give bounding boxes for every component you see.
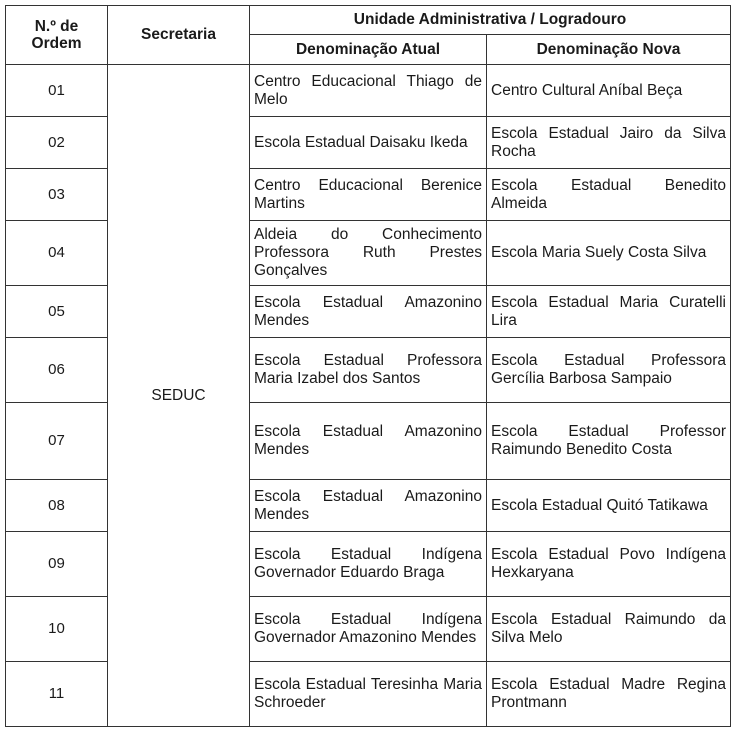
denominacao-nova: Escola Estadual Maria Curatelli Lira bbox=[487, 286, 731, 338]
row-number: 07 bbox=[6, 403, 108, 480]
row-number: 05 bbox=[6, 286, 108, 338]
row-number: 04 bbox=[6, 221, 108, 286]
table-row bbox=[6, 65, 731, 117]
row-number: 02 bbox=[6, 117, 108, 169]
header-denominacao-nova: Denominação Nova bbox=[487, 35, 731, 65]
row-number: 11 bbox=[6, 662, 108, 727]
secretaria-cell: SEDUC bbox=[108, 65, 250, 727]
denominacao-atual: Escola Estadual Amazonino Mendes bbox=[250, 480, 487, 532]
denominacao-nova: Escola Estadual Jairo da Silva Rocha bbox=[487, 117, 731, 169]
header-denominacao-atual: Denominação Atual bbox=[250, 35, 487, 65]
row-number: 08 bbox=[6, 480, 108, 532]
row-number: 09 bbox=[6, 532, 108, 597]
denominations-table bbox=[5, 5, 731, 727]
header-unidade: Unidade Administrativa / Logradouro bbox=[250, 6, 731, 35]
header-ordem: N.º de Ordem bbox=[6, 6, 108, 65]
denominacao-atual: Centro Educacional Berenice Martins bbox=[250, 169, 487, 221]
row-number: 06 bbox=[6, 338, 108, 403]
denominacao-nova: Escola Estadual Povo Indígena Hexkaryana bbox=[487, 532, 731, 597]
denominacao-nova: Centro Cultural Aníbal Beça bbox=[487, 65, 731, 117]
denominacao-nova: Escola Estadual Benedito Almeida bbox=[487, 169, 731, 221]
denominacao-nova: Escola Estadual Professor Raimundo Benedito Costa bbox=[487, 403, 731, 480]
denominacao-nova: Escola Maria Suely Costa Silva bbox=[487, 221, 731, 286]
denominacao-nova: Escola Estadual Professora Gercília Barbosa Sampaio bbox=[487, 338, 731, 403]
header-secretaria: Secretaria bbox=[108, 6, 250, 65]
denominacao-atual: Escola Estadual Professora Maria Izabel dos Santos bbox=[250, 338, 487, 403]
row-number: 10 bbox=[6, 597, 108, 662]
denominacao-nova: Escola Estadual Raimundo da Silva Melo bbox=[487, 597, 731, 662]
denominacao-nova: Escola Estadual Madre Regina Prontmann bbox=[487, 662, 731, 727]
denominacao-atual: Escola Estadual Daisaku Ikeda bbox=[250, 117, 487, 169]
denominacao-atual: Escola Estadual Teresinha Maria Schroeder bbox=[250, 662, 487, 727]
denominacao-atual: Escola Estadual Amazonino Mendes bbox=[250, 286, 487, 338]
denominacao-atual: Escola Estadual Indígena Governador Amazonino Mendes bbox=[250, 597, 487, 662]
row-number: 03 bbox=[6, 169, 108, 221]
denominacao-atual: Escola Estadual Indígena Governador Eduardo Braga bbox=[250, 532, 487, 597]
denominacao-atual: Aldeia do Conhecimento Professora Ruth Prestes Gonçalves bbox=[250, 221, 487, 286]
denominacao-atual: Centro Educacional Thiago de Melo bbox=[250, 65, 487, 117]
denominacao-nova: Escola Estadual Quitó Tatikawa bbox=[487, 480, 731, 532]
denominacao-atual: Escola Estadual Amazonino Mendes bbox=[250, 403, 487, 480]
row-number: 01 bbox=[6, 65, 108, 117]
